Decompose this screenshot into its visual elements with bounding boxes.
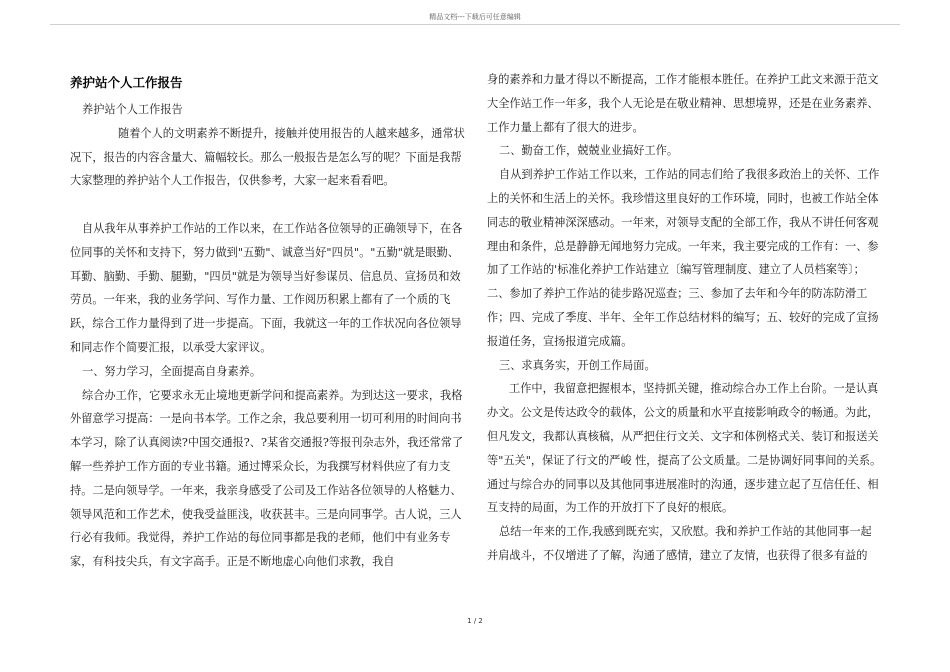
body-paragraph-3: 自从到养护工作站工作以来，工作站的同志们给了我很多政治上的关怀、工作上的关怀和生活上的关怀。我珍惜这里良好的工作环境，同时，也被工作站全体同志的敬业精神深深感动。一年来，对领导支配的全部工作，我从不讲任何客观理由和条件，总是静静无闻地努力完成。一年来，我主要完成的工作有：一、参加了工作站的'标准化养护工作站建立〔编写管理制度、建立了人员档案等〕；二、参加了养护工作站的徒步路况巡查；三、参加了去年和今年的防冻防滑工作；四、完成了季度、半年、全年工作总结材料的编写；五、较好的完成了宣扬报道任务，宣扬报道完成篇。: [487, 168, 880, 348]
body-paragraph-2: 综合办工作，它要求永无止境地更新学问和提高素养。为到达这一要求，我格外留意学习提高：一是向书本学。工作之余，我总要利用一切可利用的时间向书本学习，除了认真阅读?中国交通报?、?某省交通报?等报刊杂志外，我还常常了解一些养护工作方面的专业书籍。通过博采众长，为我撰写材料供应了有力支持。二是向领导学。一年来，我亲身感受了公司及工作站各位领导的人格魅力、领导风范和工作艺术，使我受益匪浅，收获甚丰。三是向同事学。古人说，三人行必有我师。我觉得，养护工作站的每位同事都是我的老师，他们中有业务专家，有科技尖兵，有文字高手。正是不断地虚心向他们求教，我自: [70, 388, 464, 569]
body-paragraph-4: 工作中，我留意把握根本，坚持抓关键，推动综合办工作上台阶。一是认真办文。公文是传达政令的载体，公文的质量和水平直接影响政令的畅通。为此，但凡发文，我都认真核稿，从严把住行文关、文字和体例格式关、装订和报送关等"五关"，保证了行文的严峻 性，提高了公文质量。二是协调好同事间的关系。通过与综合办的同事以及其他同事进展准时的沟通，逐步建立起了互信任任、相互支持的局面，为工作的开放打下了良好的根底。: [487, 382, 882, 515]
body-paragraph-1: 自从我年从事养护工作站的工作以来，在工作站各位领导的正确领导下，在各位同事的关怀和支持下，努力做到"五勤"、诚意当好"四员"。"五勤"就是眼勤、耳勤、脑勤、手勤、腿勤，"四员"就是为领导当好参谋员、信息员、宣扬员和效劳员。一年来，我的业务学问、写作力量、工作阅历积累上都有了一个质的飞跃，综合工作力量得到了进一步提高。下面，我就这一年的工作状况向各位领导和同志作个简要汇报，以承受大家评议。: [70, 221, 463, 354]
section-heading-3: 三、求真务实，开创工作局面。: [499, 358, 656, 372]
section-heading-2: 二、勤奋工作，兢兢业业搞好工作。: [499, 144, 679, 158]
intro-paragraph: 随着个人的文明素养不断提升，接触并使用报告的人越来越多，通常状况下，报告的内容含量大、篇幅较长。那么一般报告是怎么写的呢？下面是我帮大家整理的养护站个人工作报告，仅供参考，大家一起来看看吧。: [70, 126, 465, 188]
document-subtitle: 养护站个人工作报告: [82, 103, 183, 116]
paragraph-spacer: [70, 193, 465, 217]
body-paragraph-2-continued: 身的素养和力量才得以不断提高，工作才能根本胜任。在养护工此文来源于范文大全作站工作一年多，我个人无论是在敬业精神、思想境界，还是在业务素养、工作力量上都有了很大的进步。: [487, 73, 879, 134]
right-column: [487, 68, 882, 568]
header-divider: [50, 24, 900, 25]
body-paragraph-5: 总结一年来的工作,我感到既充实，又欣慰。我和养护工作站的其他同事一起并肩战斗，不仅增进了了解，沟通了感情，建立了友情，也获得了很多有益的: [487, 525, 872, 562]
document-title: 养护站个人工作报告: [70, 75, 183, 90]
left-column: [70, 68, 465, 574]
page-header: 精品文档---下载后可任意编辑: [429, 13, 521, 21]
section-heading-1: 一、努力学习，全面提高自身素养。: [82, 364, 262, 378]
page-number: 1 / 2: [467, 617, 483, 625]
